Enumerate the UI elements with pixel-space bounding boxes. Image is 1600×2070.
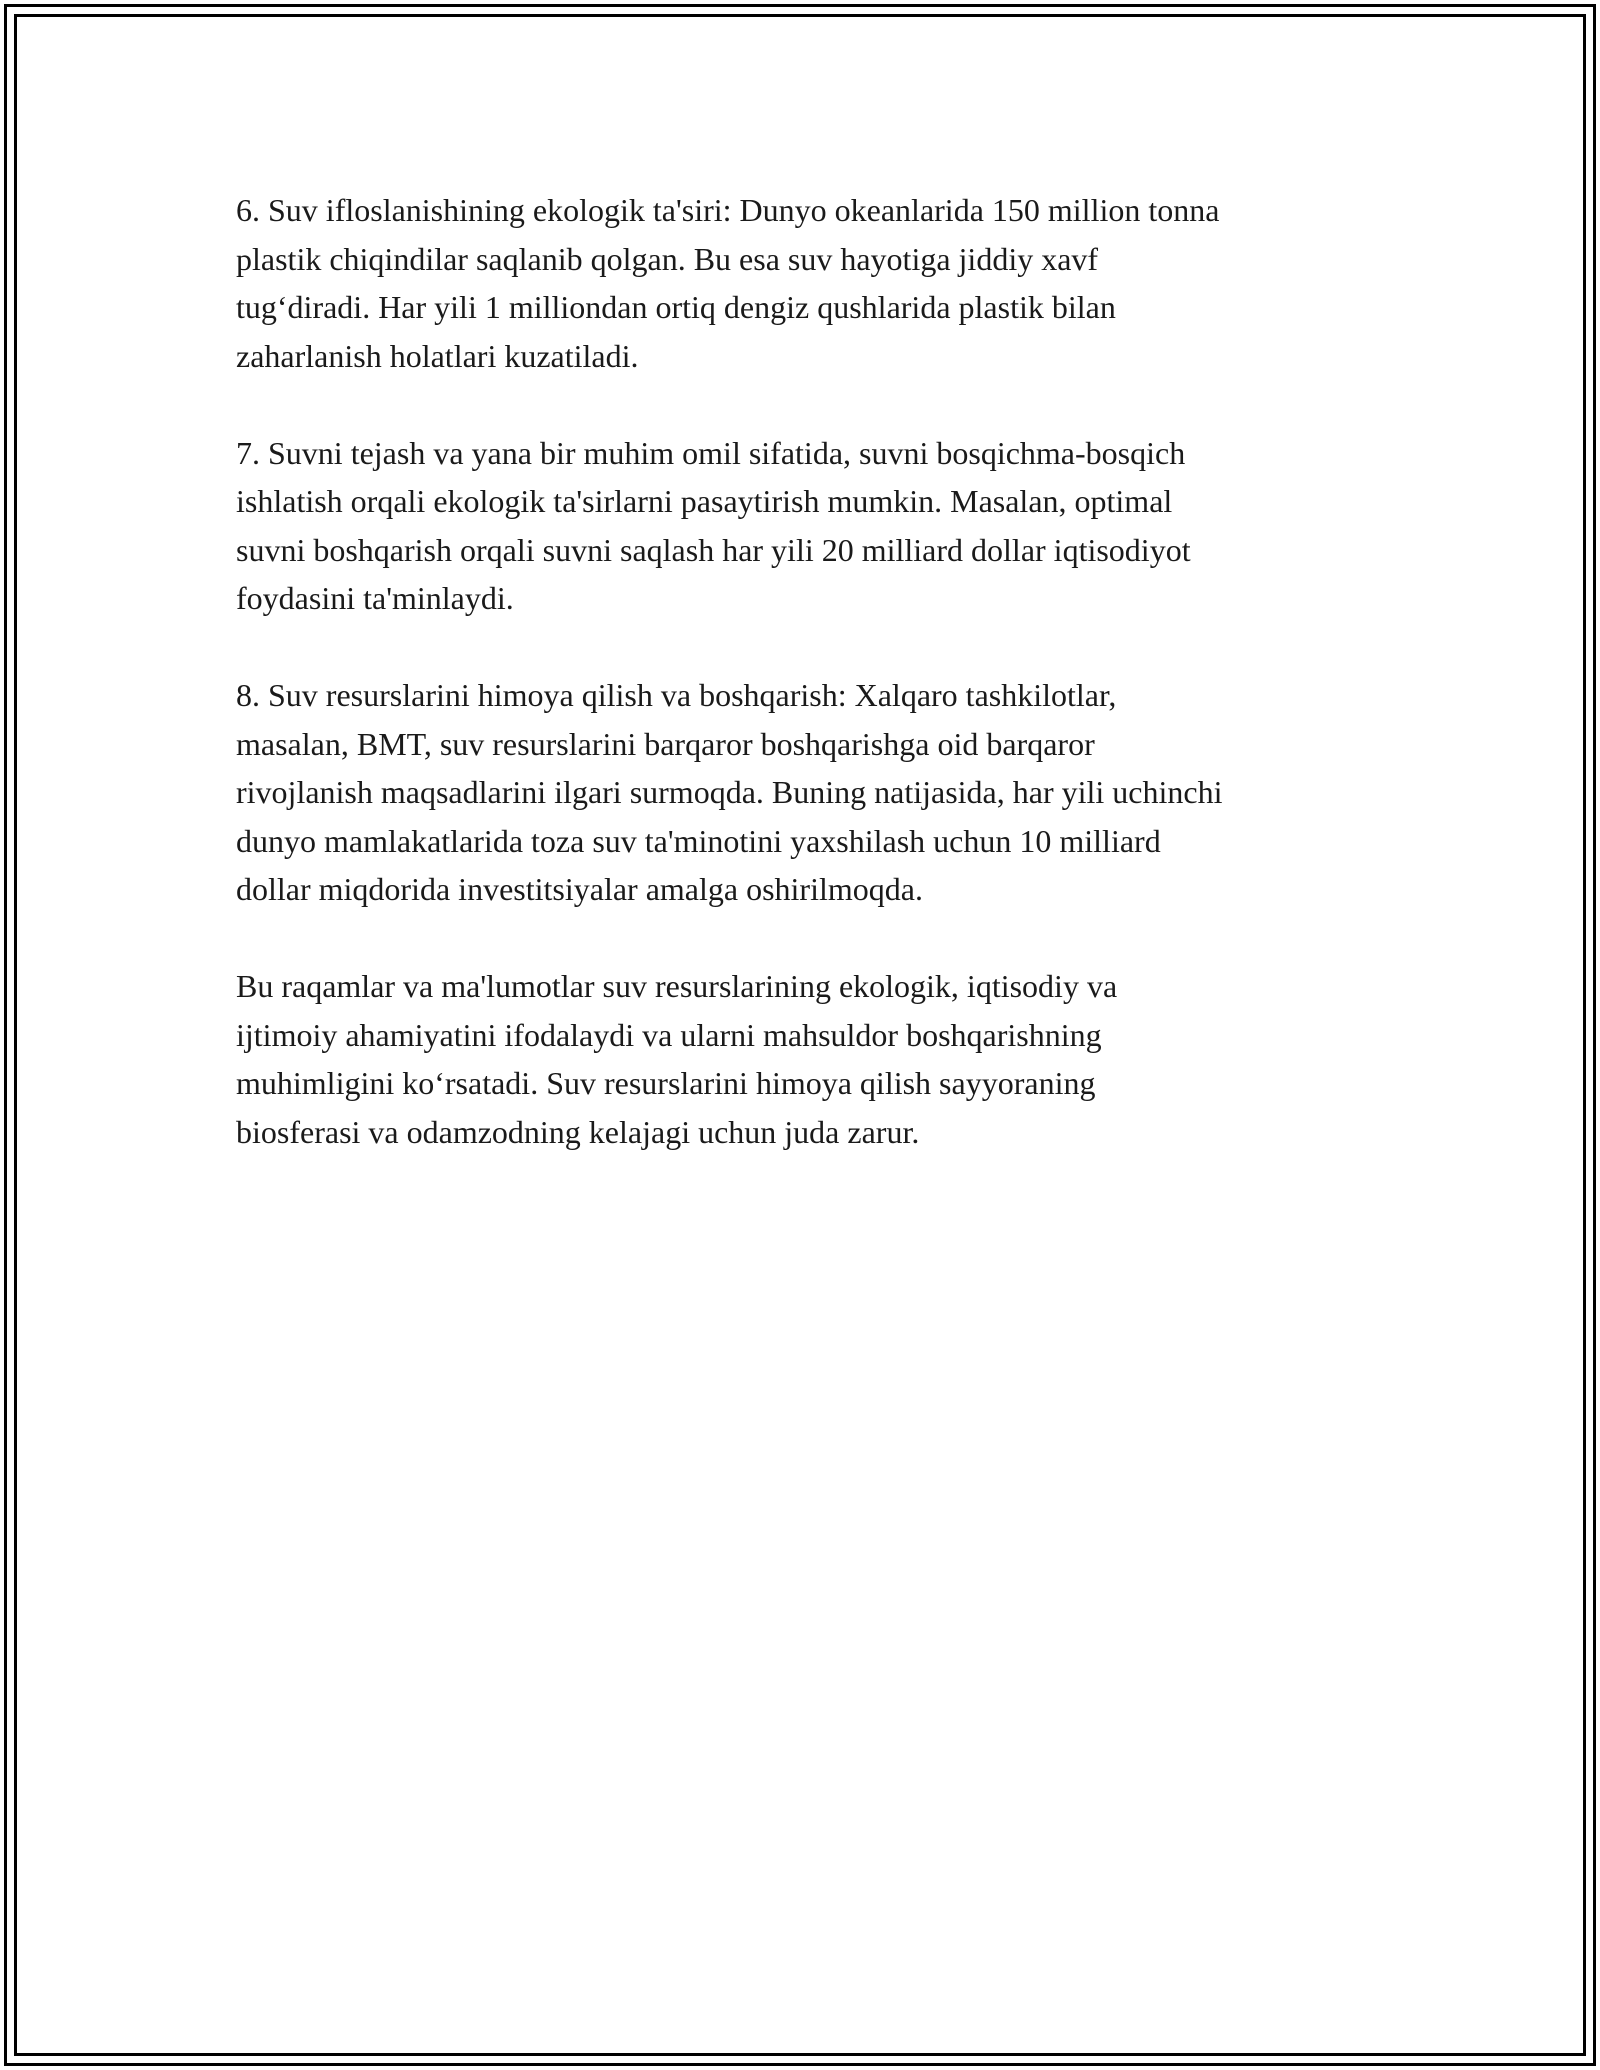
text-line: suvni boshqarish orqali suvni saqlash har yili 20 milliard dollar iqtisodiyot (236, 531, 1191, 568)
text-line: biosferasi va odamzodning kelajagi uchun juda zarur. (236, 1113, 920, 1150)
text-line: muhimligini ko‘rsatadi. Suv resurslarini himoya qilish sayyoraning (236, 1065, 1096, 1101)
text-line: 8. Suv resurslarini himoya qilish va boshqarish: Xalqaro tashkilotlar, (236, 677, 1117, 713)
text-line: rivojlanish maqsadlarini ilgari surmoqda. Buning natijasida, har yili uchinchi (236, 774, 1223, 810)
paragraph-water-pollution (236, 186, 1396, 380)
text-line: tug‘diradi. Har yili 1 milliondan ortiq dengiz qushlarida plastik bilan (236, 289, 1116, 325)
text-line: dollar miqdorida investitsiyalar amalga oshirilmoqda. (236, 871, 923, 907)
text-line: dunyo mamlakatlarida toza suv ta'minotini yaxshilash uchun 10 milliard (236, 822, 1161, 859)
text-line: ishlatish orqali ekologik ta'sirlarni pasaytirish mumkin. Masalan, optimal (236, 483, 1173, 519)
paragraph-water-saving (236, 429, 1396, 623)
text-line: 6. Suv ifloslanishining ekologik ta'siri: Dunyo okeanlarida 150 million tonna (236, 192, 1220, 228)
text-line: foydasini ta'minlaydi. (236, 580, 514, 616)
text-line: Bu raqamlar va ma'lumotlar suv resurslarining ekologik, iqtisodiy va (236, 968, 1118, 1004)
text-line: ijtimoiy ahamiyatini ifodalaydi va ularni mahsuldor boshqarishning (236, 1016, 1102, 1053)
text-line: zaharlanish holatlari kuzatiladi. (236, 337, 639, 374)
text-line: 7. Suvni tejash va yana bir muhim omil sifatida, suvni bosqichma-bosqich (236, 434, 1186, 471)
text-line: plastik chiqindilar saqlanib qolgan. Bu esa suv hayotiga jiddiy xavf (236, 240, 1099, 277)
text-line: masalan, BMT, suv resurslarini barqaror boshqarishga oid barqaror (236, 725, 1095, 762)
paragraph-conclusion (236, 962, 1396, 1156)
document-body (236, 186, 1396, 1205)
paragraph-resource-protection (236, 671, 1396, 914)
